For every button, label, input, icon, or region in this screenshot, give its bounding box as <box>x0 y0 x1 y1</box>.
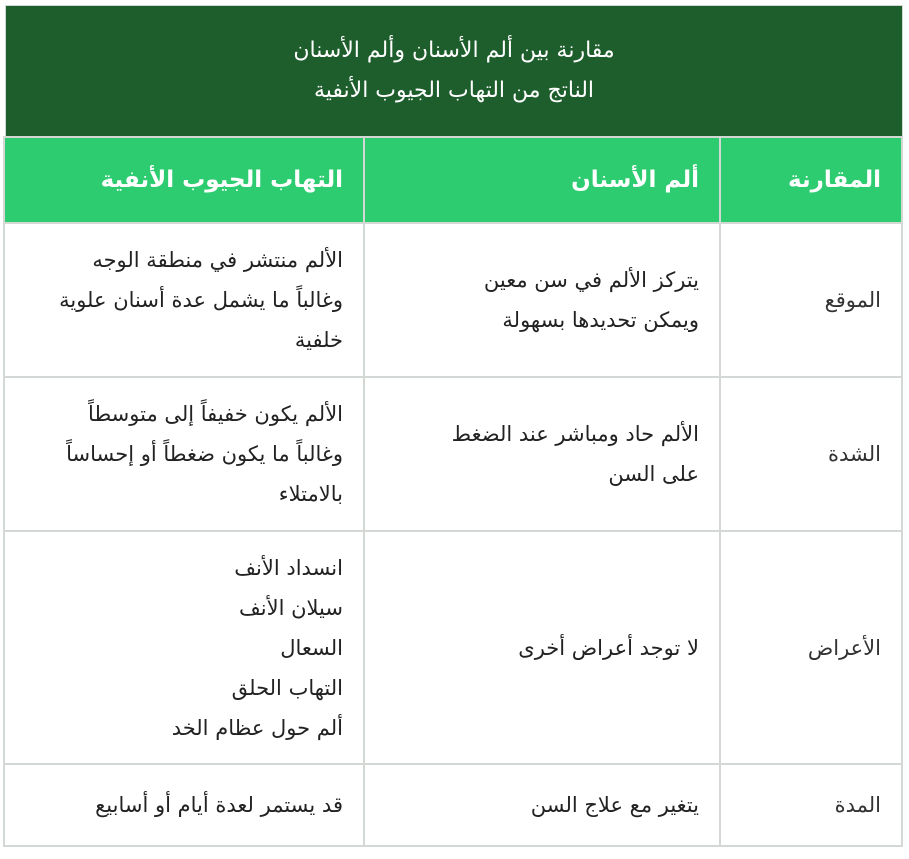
comparison-card <box>5 5 903 854</box>
table-row <box>4 223 902 377</box>
cell-line: وغالباً ما يكون ضغطاً أو إحساساً <box>66 442 343 466</box>
cell-line: خلفية <box>294 328 343 352</box>
cell-line: السعال <box>280 635 343 660</box>
cell-line: على السن <box>608 462 699 486</box>
tooth-cell <box>364 531 720 764</box>
cell-line: ألم حول عظام الخد <box>171 715 343 740</box>
row-label: الموقع <box>720 223 902 377</box>
cell-line: قد يستمر لعدة أيام أو أسابيع <box>95 793 343 817</box>
sinus-cell <box>4 377 364 531</box>
tooth-cell <box>364 377 720 531</box>
cell-line: يتغير مع علاج السن <box>530 793 699 817</box>
header-row <box>4 137 902 223</box>
sinus-cell <box>4 531 364 764</box>
cell-line: سيلان الأنف <box>239 595 343 620</box>
cell-line: انسداد الأنف <box>234 555 343 580</box>
header-tooth-pain: ألم الأسنان <box>364 137 720 223</box>
title-line-2: الناتج من التهاب الجيوب الأنفية <box>313 78 595 103</box>
header-comparison: المقارنة <box>720 137 902 223</box>
tooth-cell <box>364 223 720 377</box>
header-sinusitis: التهاب الجيوب الأنفية <box>4 137 364 223</box>
cell-line: وغالباً ما يشمل عدة أسنان علوية <box>59 288 343 312</box>
title-line-1: مقارنة بين ألم الأسنان وألم الأسنان <box>293 38 615 63</box>
table-row <box>4 764 902 846</box>
cell-line: التهاب الحلق <box>231 675 343 700</box>
cell-line: يتركز الألم في سن معين <box>483 268 699 292</box>
cell-line: لا توجد أعراض أخرى <box>518 635 699 660</box>
row-label: المدة <box>720 764 902 846</box>
row-label: الأعراض <box>720 531 902 764</box>
cell-line: بالامتلاء <box>278 482 343 506</box>
cell-line: الألم يكون خفيفاً إلى متوسطاً <box>88 402 343 426</box>
table-row <box>4 377 902 531</box>
table-title <box>5 5 903 136</box>
table-row <box>4 531 902 764</box>
row-label: الشدة <box>720 377 902 531</box>
sinus-cell <box>4 223 364 377</box>
comparison-table <box>3 136 903 847</box>
cell-line: الألم منتشر في منطقة الوجه <box>92 248 343 272</box>
tooth-cell <box>364 764 720 846</box>
cell-line: الألم حاد ومباشر عند الضغط <box>451 422 699 446</box>
cell-line: ويمكن تحديدها بسهولة <box>502 308 699 332</box>
sinus-cell <box>4 764 364 846</box>
